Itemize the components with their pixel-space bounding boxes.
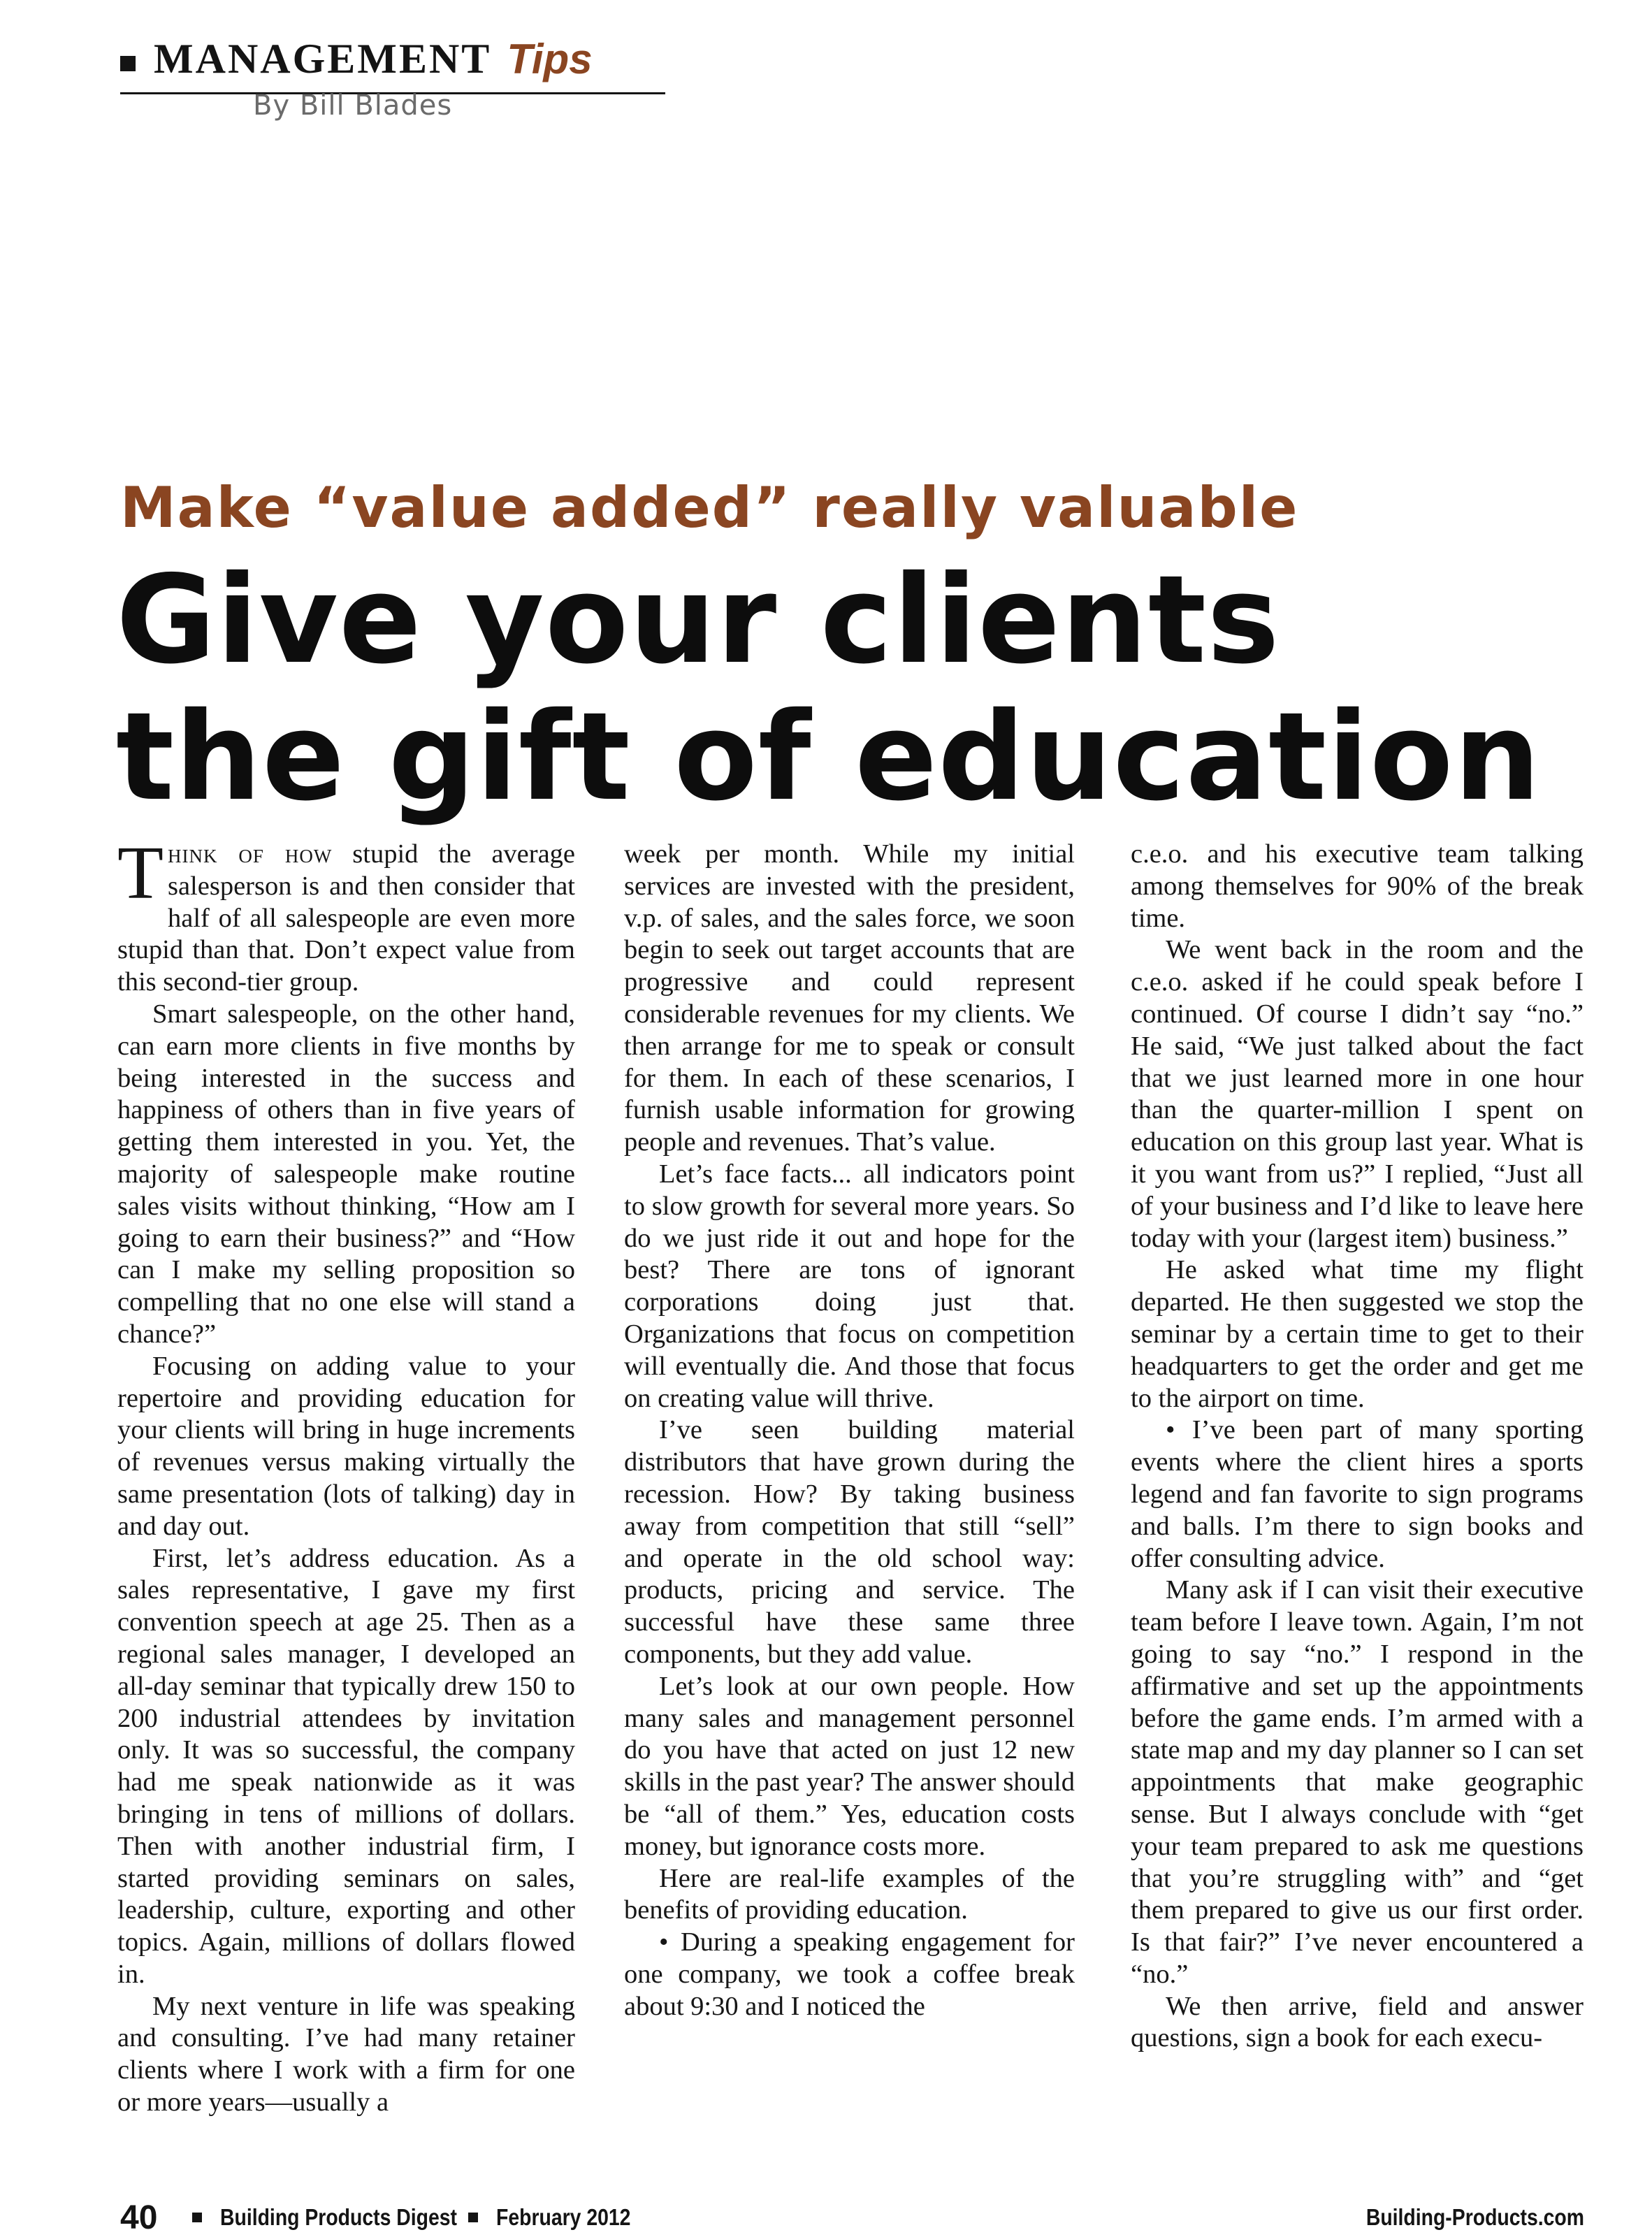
paragraph: We went back in the room and the c.e.o. asked if he could speak before I continued. Of course I didn’t say “no.” He said, “We just talked about the fact that we just learned more in one hour than the quarter-million I spent on education on this group last year. What is it you want from us?” I replied, “Just all of your business and I’d like to leave here today with your (largest item) business.” <box>1131 935 1584 1253</box>
paragraph: Let’s face facts... all indicators point to slow growth for several more years. So do we just ride it out and hope for the best? There are tons of ignorant corporations doing just that. Organizations that focus on competition will eventually die. And those that focus on creating value will thrive. <box>624 1159 1075 1413</box>
publication-name: Building Products Digest <box>220 2204 458 2230</box>
paragraph: First, let’s address education. As a sales representative, I gave my first convention speech at age 25. Then as a regional sales manager, I developed an all-day seminar that typically drew 150 to 200 industrial attendees by invitation only. It was so successful, the company had me speak nationwide as it was bringing in tens of millions of dollars. Then with another industrial firm, I started providing seminars on sales, leadership, culture, exporting and other topics. Again, millions of dollars flowed in. <box>117 1543 575 1989</box>
section-square-bullet <box>120 56 136 71</box>
paragraph: Let’s look at our own people. How many sales and management personnel do you have that acted on just 12 new skills in the past year? The answer should be “all of them.” Yes, education costs money, but ignorance costs more. <box>624 1671 1075 1861</box>
paragraph: Many ask if I can visit their executive team before I leave town. Again, I’m not going to say “no.” I respond in the affirmative and set up the appointments before the game ends. I’m armed with a state map and my day planner so I can set appointments that make geographic sense. But I always conclude with “get your team prepared to ask me questions that you’re struggling with” and “get them prepared to give us our first order. Is that fair?” I’ve never encountered a “no.” <box>1131 1575 1584 1989</box>
headline-line-2: the gift of education <box>116 686 1542 828</box>
issue-date: February 2012 <box>495 2204 631 2230</box>
body-column-2 <box>624 839 1075 2022</box>
paragraph: c.e.o. and his executive team talking among themselves for 90% of the break time. <box>1131 839 1584 933</box>
byline: By Bill Blades <box>253 89 453 122</box>
drop-cap: T <box>117 832 164 915</box>
section-title-row <box>120 25 665 94</box>
paragraph: My next venture in life was speaking and consulting. I’ve had many retainer clients where I work with a firm for one or more years—usually a <box>117 1991 575 2117</box>
section-header <box>120 25 665 94</box>
page-number: 40 <box>120 2199 158 2236</box>
intro-paragraph <box>117 832 575 999</box>
body-column-1 <box>117 832 575 2119</box>
paragraph: Here are real-life examples of the benefits of providing education. <box>624 1863 1075 1925</box>
article-kicker: Make “value added” really valuable <box>120 475 1299 540</box>
section-label-accent: Tips <box>507 35 593 82</box>
headline-line-1: Give your clients <box>116 549 1280 691</box>
paragraph: I’ve seen building material distributors that have grown during the recession. How? By taking business away from competition that still “sell” and operate in the old school way: products, pricing and service. The successful have these same three components, but they add value. <box>624 1415 1075 1669</box>
page-footer <box>120 2200 1584 2235</box>
body-column-3 <box>1131 839 1584 2055</box>
paragraph: week per month. While my initial services are invested with the president, v.p. of sales, and the sales force, we soon begin to seek out target accounts that are progressive and could represent considerable revenues for my clients. We then arrange for me to speak or consult for them. In each of these scenarios, I furnish usable information for growing people and revenues. That’s value. <box>624 839 1075 1157</box>
paragraph: • During a speaking engagement for one company, we took a coffee break about 9:30 and I noticed the <box>624 1927 1075 2021</box>
footer-square-bullet <box>468 2213 478 2222</box>
intro-smallcaps: hink of how <box>167 839 333 869</box>
section-label: MANAGEMENT <box>154 35 492 82</box>
paragraph: We then arrive, field and answer questions, sign a book for each execu- <box>1131 1991 1584 2053</box>
paragraph: Smart salespeople, on the other hand, can earn more clients in five months by being interested in the success and happiness of others than in five years of getting them interested in you. Yet, the majority of salespeople make routine sales visits without thinking, “How am I going to earn their business?” and “How can I make my selling proposition so compelling that no one else will stand a chance?” <box>117 999 575 1349</box>
footer-square-bullet <box>192 2213 202 2222</box>
paragraph: He asked what time my flight departed. He then suggested we stop the seminar by a certain time to get to their headquarters to get the order and get me to the airport on time. <box>1131 1255 1584 1413</box>
intro-text: stupid the average salesperson is and then consider that half of all salespeople are even more stupid than that. Don’t expect value from this second-tier group. <box>117 839 575 997</box>
website-url: Building-Products.com <box>1365 2204 1584 2230</box>
paragraph: Focusing on adding value to your repertoire and providing education for your clients will bring in huge increments of revenues versus making virtually the same presentation (lots of talking) day in and day out. <box>117 1351 575 1541</box>
article-headline <box>116 549 1584 828</box>
paragraph: • I’ve been part of many sporting events where the client hires a sports legend and fan favorite to sign programs and balls. I’m there to sign books and offer consulting advice. <box>1131 1415 1584 1573</box>
